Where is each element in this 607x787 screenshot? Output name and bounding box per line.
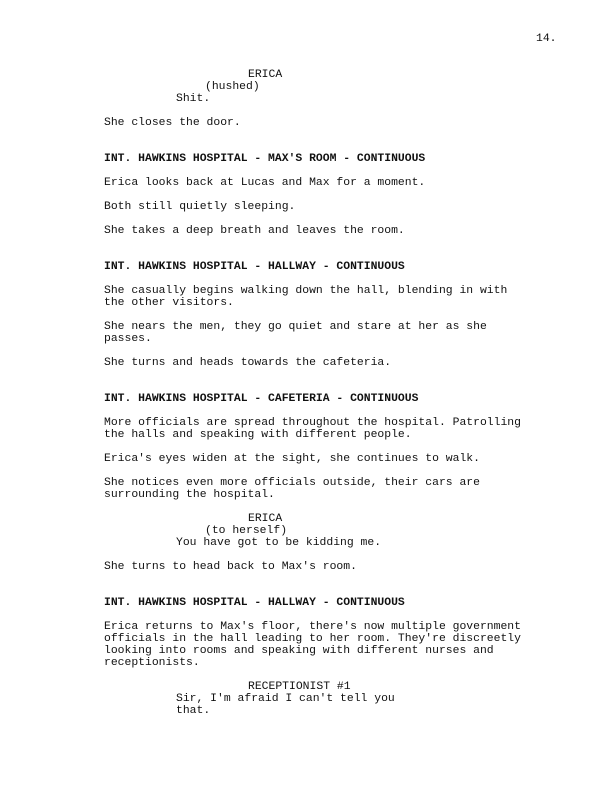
- action-line: More officials are spread throughout the hospital. Patrolling: [104, 417, 521, 429]
- action-line: She closes the door.: [104, 117, 241, 129]
- parenthetical: (to herself): [205, 525, 288, 537]
- character-name: ERICA: [248, 69, 283, 81]
- action-line: surrounding the hospital.: [104, 489, 275, 501]
- action-line: She takes a deep breath and leaves the room.: [104, 225, 405, 237]
- dialogue-line: Shit.: [176, 93, 211, 105]
- action-line: She turns and heads towards the cafeteria.: [104, 357, 392, 369]
- scene-heading: INT. HAWKINS HOSPITAL - CAFETERIA - CONTINUOUS: [104, 393, 419, 405]
- action-line: She turns to head back to Max's room.: [104, 561, 357, 573]
- action-line: passes.: [104, 333, 152, 345]
- action-line: Erica's eyes widen at the sight, she continues to walk.: [104, 453, 480, 465]
- action-line: officials in the hall leading to her room. They're discreetly: [104, 633, 521, 645]
- action-line: She nears the men, they go quiet and stare at her as she: [104, 321, 487, 333]
- action-line: She notices even more officials outside, their cars are: [104, 477, 480, 489]
- scene-heading: INT. HAWKINS HOSPITAL - HALLWAY - CONTINUOUS: [104, 597, 405, 609]
- action-line: Erica looks back at Lucas and Max for a moment.: [104, 177, 426, 189]
- scene-heading: INT. HAWKINS HOSPITAL - HALLWAY - CONTINUOUS: [104, 261, 405, 273]
- character-name: ERICA: [248, 513, 283, 525]
- action-line: receptionists.: [104, 657, 200, 669]
- dialogue-line: You have got to be kidding me.: [176, 537, 382, 549]
- action-line: the halls and speaking with different people.: [104, 429, 412, 441]
- dialogue-line: Sir, I'm afraid I can't tell you: [176, 693, 395, 705]
- action-line: Both still quietly sleeping.: [104, 201, 296, 213]
- parenthetical: (hushed): [205, 81, 260, 93]
- action-line: She casually begins walking down the hall, blending in with: [104, 285, 508, 297]
- page-number: 14.: [536, 33, 557, 45]
- character-name: RECEPTIONIST #1: [248, 681, 351, 693]
- dialogue-line: that.: [176, 705, 211, 717]
- action-line: the other visitors.: [104, 297, 234, 309]
- action-line: looking into rooms and speaking with different nurses and: [104, 645, 494, 657]
- action-line: Erica returns to Max's floor, there's now multiple government: [104, 621, 521, 633]
- scene-heading: INT. HAWKINS HOSPITAL - MAX'S ROOM - CONTINUOUS: [104, 153, 426, 165]
